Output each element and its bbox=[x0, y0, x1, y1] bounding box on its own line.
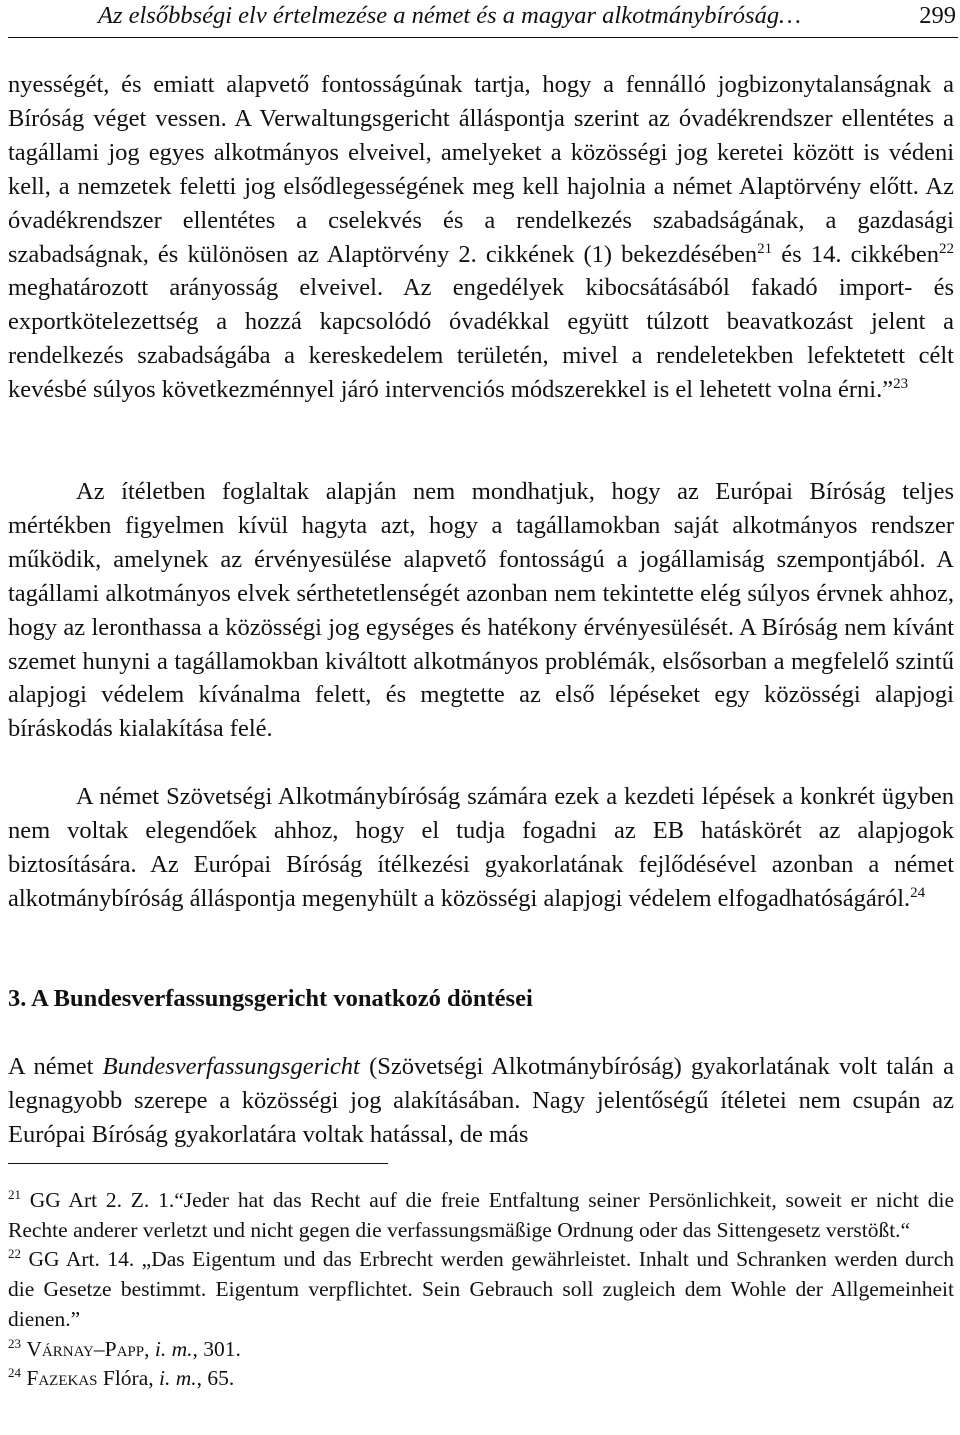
footnote-ref-21[interactable]: 21 bbox=[757, 240, 773, 257]
paragraph-1-text-b: és 14. cikkében bbox=[772, 240, 939, 268]
paragraph-2-text: Az ítéletben foglaltak alapján nem mondhatjuk, hogy az Európai Bíróság teljes mértékben figyelmen kívül hagyta azt, hogy a tagállamokban saját alkotmányos rendszer működik, amelynek az érvényesülése alapvető fontosságú a jogállamiság szempontjából. A tagállami alkotmányos elvek sérthetetlenségét azonban nem tekintette elég súlyos érvnek ahhoz, hogy az leronthassa a közösségi jog egységes és hatékony érvényesülését. A Bíróság nem kívánt szemet hunyni a tagállamokban kiváltott alkotmányos problémák, elsősorban a megfelelő szintű alapjogi védelem kívánalma felett, és megtette az első lépéseket egy közösségi alapjogi bíráskodás kialakítása felé. bbox=[8, 478, 954, 743]
paragraph-4-text-a: A német bbox=[8, 1053, 103, 1080]
running-header bbox=[8, 0, 958, 40]
footnote-number: 23 bbox=[8, 1335, 21, 1351]
footnote-23: $^{23}$ Várnay–Papp, i. m., 301. bbox=[8, 1335, 241, 1361]
paragraph-1 bbox=[8, 68, 954, 407]
footnote-author: Fazekas bbox=[26, 1366, 98, 1391]
paragraph-4-italic: Bundesverfassungsgericht bbox=[102, 1053, 360, 1080]
footnote-text: GG Art 2. Z. 1.“Jeder hat das Recht auf die freie Entfaltung seiner Persönlichkeit, soweit er nicht die Rechte anderer verletzt und nicht gegen die verfassungsmäßige Ordnung oder das Sittengesetz verstößt.“ bbox=[8, 1188, 954, 1242]
paragraph-4 bbox=[8, 1050, 954, 1152]
footnote-ref-23[interactable]: 23 bbox=[893, 376, 909, 393]
footnote-number: 24 bbox=[8, 1365, 21, 1381]
section-heading: 3. A Bundesverfassungsgericht vonatkozó döntései bbox=[8, 985, 533, 1012]
footnote-text: GG Art. 14. „Das Eigentum und das Erbrecht werden gewährleistet. Inhalt und Schranken werden durch die Gesetze bestimmt. Eigentum verpflichtet. Sein Gebrauch soll zugleich dem Wohle der Allgemeinheit dienen.” bbox=[8, 1247, 954, 1331]
footnote-ref: i. m. bbox=[159, 1366, 197, 1391]
footnote-24 bbox=[8, 1364, 954, 1394]
running-title: Az elsőbbségi elv értelmezése a német és a magyar alkotmánybíróság… bbox=[98, 2, 801, 29]
footnote-ref-24[interactable]: 24 bbox=[910, 884, 926, 901]
footnote-ref: i. m. bbox=[154, 1336, 193, 1361]
paragraph-3-text: A német Szövetségi Alkotmánybíróság számára ezek a kezdeti lépések a konkrét ügyben nem voltak elegendőek ahhoz, hogy el tudja fogadni az EB hatáskörét az alapjogok biztosítására. Az Európai Bíróság ítélkezési gyakorlatának fejlődésével azonban a német alkotmánybíróság álláspontja megenyhült a közösségi alapjogi védelem elfogadhatóságáról. bbox=[8, 783, 954, 912]
footnote-22 bbox=[8, 1245, 954, 1334]
footnote-author: Várnay–Papp bbox=[26, 1336, 145, 1361]
paragraph-1-text-a: nyességét, és emiatt alapvető fontosságúnak tartja, hogy a fennálló jogbizonytalanságnak a Bíróság véget vessen. A Verwaltungsgericht álláspontja szerint az óvadékrendszer ellentétes a tagállami jog egyes alkotmányos elveivel, amelyeket a közösségi jog keretei között is védeni kell, a nemzetek feletti jog elsődlegességének meg kell hajolnia a német Alaptörvény előtt. Az óvadékrendszer ellentétes a cselekvés és a rendelkezés szabadságának, a gazdasági szabadságnak, és különösen az Alaptörvény 2. cikkének (1) bekezdésében bbox=[8, 71, 954, 268]
footnote-rest: , 65. bbox=[196, 1366, 235, 1391]
footnote-separator bbox=[8, 1163, 388, 1164]
footnotes bbox=[8, 1186, 954, 1394]
footnote-rest: , 301. bbox=[192, 1336, 241, 1361]
footnote-number: 22 bbox=[8, 1246, 21, 1262]
page-number: 299 bbox=[919, 2, 956, 29]
footnote-given-name: Flóra, bbox=[97, 1366, 160, 1391]
footnote-21 bbox=[8, 1186, 954, 1245]
paragraph-1-text-c: meghatározott arányosság elveivel. Az engedélyek kibocsátásából fakadó import- és exportkötelezettség a hozzá kapcsolódó óvadékkal együtt túlzott beavatkozást jelent a rendelkezés szabadságába a kereskedelem területén, mivel a rendeletekben lefektetett célt kevésbé súlyos következménnyel járó intervenciós módszerekkel is el lehetett volna érni.” bbox=[8, 274, 954, 404]
footnote-number: 21 bbox=[8, 1187, 21, 1202]
paragraph-4-text-b: (Szövetségi Alkotmánybíróság) gyakorlatának volt talán a legnagyobb szerepe a közösségi jog alakításában. Nagy jelentőségű ítéletei nem csupán az Európai Bíróság gyakorlatára voltak hatással, de más bbox=[8, 1053, 954, 1148]
paragraph-2 bbox=[8, 475, 954, 746]
footnote-ref-22[interactable]: 22 bbox=[939, 240, 954, 257]
paragraph-3 bbox=[8, 780, 954, 916]
header-rule bbox=[8, 37, 958, 38]
